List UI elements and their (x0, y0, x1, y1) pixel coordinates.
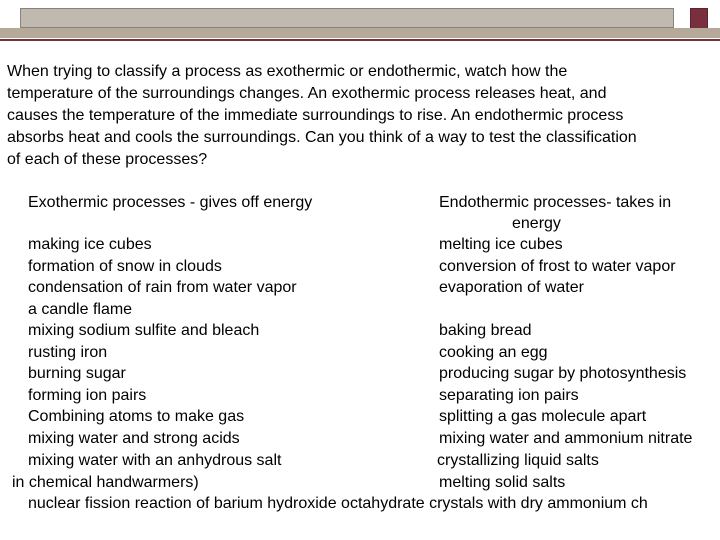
exothermic-heading: Exothermic processes - gives off energy (28, 194, 313, 211)
intro-line: causes the temperature of the immediate surroundings to rise. An endothermic process (7, 107, 624, 124)
exothermic-item: condensation of rain from water vapor (28, 279, 297, 296)
endothermic-item: melting ice cubes (439, 236, 563, 253)
exothermic-item: nuclear fission reaction of barium hydroxide octahydrate crystals with dry ammonium ch (28, 495, 648, 512)
exothermic-item: in chemical handwarmers) (12, 474, 199, 491)
endothermic-item: conversion of frost to water vapor (439, 258, 676, 275)
endothermic-item: splitting a gas molecule apart (439, 408, 647, 425)
exothermic-item: a candle flame (28, 301, 133, 318)
endothermic-item: baking bread (439, 322, 532, 339)
endothermic-item: crystallizing liquid salts (437, 452, 599, 469)
intro-line: temperature of the surroundings changes. An exothermic process releases heat, and (7, 85, 607, 102)
exothermic-item: mixing water and strong acids (28, 430, 240, 447)
endothermic-heading-line1: Endothermic processes- takes in (439, 194, 672, 211)
exothermic-item: mixing sodium sulfite and bleach (28, 322, 260, 339)
exothermic-item: formation of snow in clouds (28, 258, 222, 275)
intro-line: When trying to classify a process as exothermic or endothermic, watch how the (7, 63, 568, 80)
endothermic-item: cooking an egg (439, 344, 548, 361)
exothermic-item: mixing water with an anhydrous salt (28, 452, 282, 469)
exothermic-item: burning sugar (28, 365, 126, 382)
endothermic-heading-line2: energy (512, 215, 561, 232)
banner-bar (0, 28, 720, 38)
banner-divider-line (0, 39, 720, 41)
exothermic-item: rusting iron (28, 344, 108, 361)
endothermic-item: producing sugar by photosynthesis (439, 365, 687, 382)
intro-line: absorbs heat and cools the surroundings. Can you think of a way to test the classification (7, 129, 637, 146)
exothermic-item: making ice cubes (28, 236, 152, 253)
slide-banner (0, 0, 720, 40)
intro-line: of each of these processes? (7, 151, 208, 168)
exothermic-item: forming ion pairs (28, 387, 147, 404)
endothermic-item: mixing water and ammonium nitrate (439, 430, 693, 447)
intro-paragraph (7, 61, 719, 171)
endothermic-item: separating ion pairs (439, 387, 579, 404)
banner-title-box (20, 8, 674, 28)
endothermic-item: evaporation of water (439, 279, 584, 296)
exothermic-item: Combining atoms to make gas (28, 408, 245, 425)
endothermic-item: melting solid salts (439, 474, 566, 491)
